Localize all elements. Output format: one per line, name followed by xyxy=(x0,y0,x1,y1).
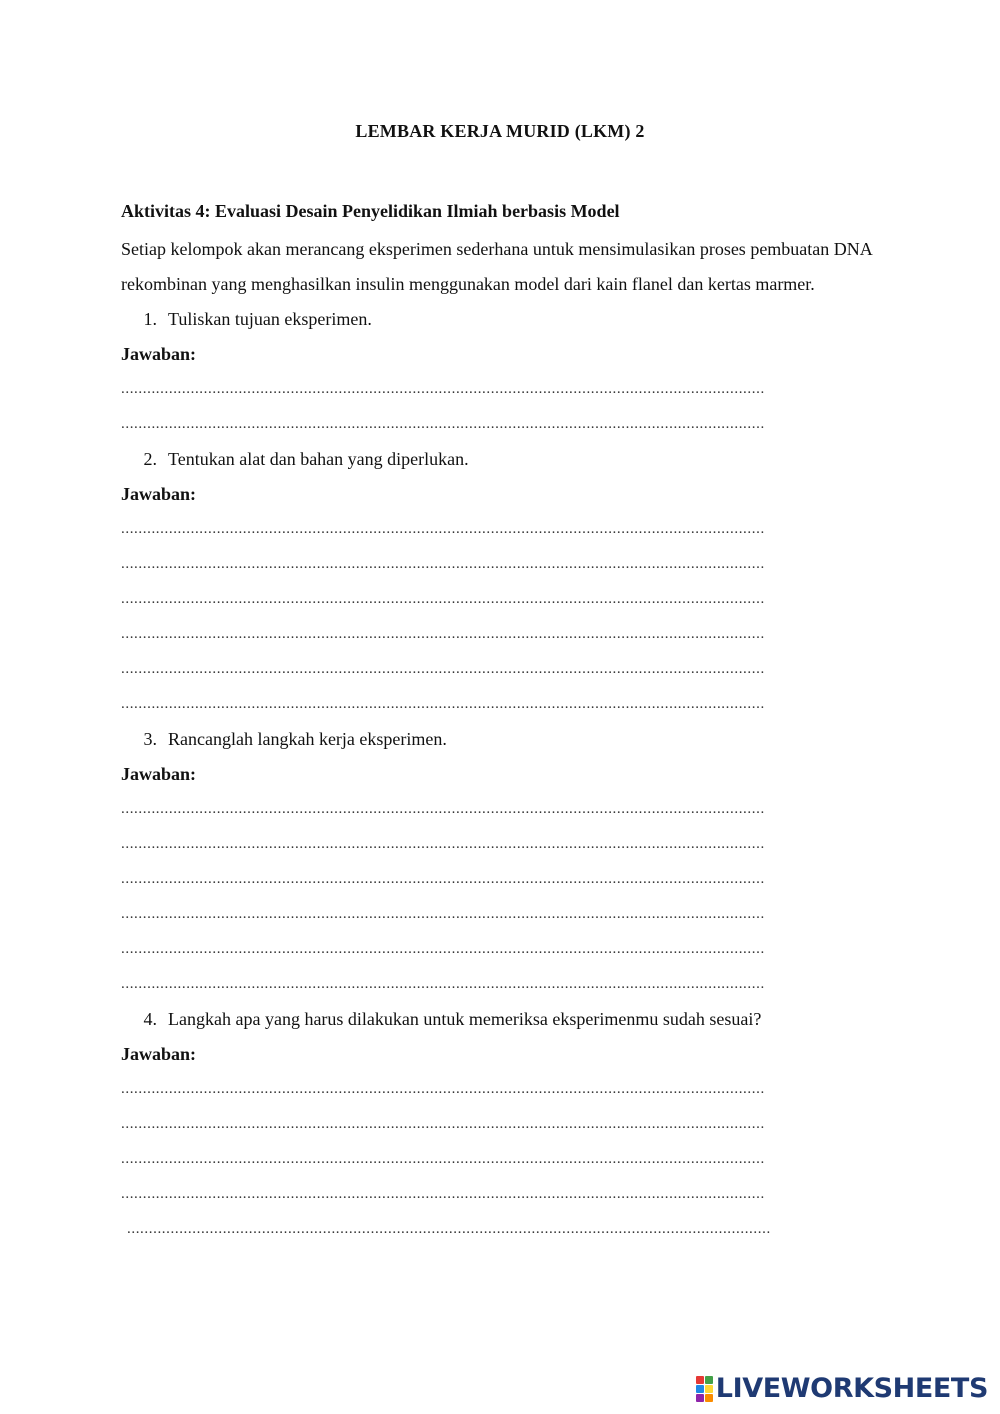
answer-line[interactable]: .................................................................................................................................................... xyxy=(121,626,765,642)
question-number: 4. xyxy=(143,1009,157,1029)
answer-line[interactable]: .................................................................................................................................................... xyxy=(121,661,765,677)
answer-line[interactable]: .................................................................................................................................................... xyxy=(121,941,765,957)
answer-label: Jawaban: xyxy=(121,484,197,504)
answer-label: Jawaban: xyxy=(121,1044,197,1064)
answer-line[interactable]: .................................................................................................................................................... xyxy=(121,1081,765,1097)
answer-label: Jawaban: xyxy=(121,344,197,364)
answer-line[interactable]: .................................................................................................................................................... xyxy=(121,416,765,432)
answer-line[interactable]: .................................................................................................................................................... xyxy=(121,1116,765,1132)
answer-line[interactable]: .................................................................................................................................................... xyxy=(121,696,765,712)
answer-line[interactable]: .................................................................................................................................................... xyxy=(121,591,765,607)
question-text: Rancanglah langkah kerja eksperimen. xyxy=(168,729,447,749)
question-text: Tentukan alat dan bahan yang diperlukan. xyxy=(168,449,469,469)
question-3 xyxy=(121,722,879,757)
logo-blocks-icon xyxy=(696,1376,713,1402)
question-number: 1. xyxy=(143,309,157,329)
question-number: 2. xyxy=(143,449,157,469)
question-1 xyxy=(121,302,879,337)
question-text: Langkah apa yang harus dilakukan untuk memeriksa eksperimenmu sudah sesuai? xyxy=(168,1009,762,1029)
answer-line[interactable]: .................................................................................................................................................... xyxy=(121,871,765,887)
answer-line[interactable]: .................................................................................................................................................... xyxy=(127,1221,771,1237)
answer-line[interactable]: .................................................................................................................................................... xyxy=(121,521,765,537)
worksheet-content xyxy=(121,197,879,1247)
answer-line[interactable]: .................................................................................................................................................... xyxy=(121,976,765,992)
question-text: Tuliskan tujuan eksperimen. xyxy=(168,309,372,329)
answer-line[interactable]: .................................................................................................................................................... xyxy=(121,556,765,572)
answer-label: Jawaban: xyxy=(121,764,197,784)
question-number: 3. xyxy=(143,729,157,749)
answer-line[interactable]: .................................................................................................................................................... xyxy=(121,836,765,852)
question-4 xyxy=(121,1002,879,1037)
activity-heading: Aktivitas 4: Evaluasi Desain Penyelidikan Ilmiah berbasis Model xyxy=(121,201,620,221)
activity-intro: Setiap kelompok akan merancang eksperimen sederhana untuk mensimulasikan proses pembuatan DNA rekombinan yang menghasilkan insulin menggunakan model dari kain flanel dan kertas marmer. xyxy=(121,239,872,294)
answer-line[interactable]: .................................................................................................................................................... xyxy=(121,906,765,922)
answer-line[interactable]: .................................................................................................................................................... xyxy=(121,1151,765,1167)
page-title: LEMBAR KERJA MURID (LKM) 2 xyxy=(355,121,645,141)
answer-line[interactable]: .................................................................................................................................................... xyxy=(121,1186,765,1202)
question-2 xyxy=(121,442,879,477)
logo-text: LIVEWORKSHEETS xyxy=(715,1373,988,1404)
liveworksheets-logo xyxy=(696,1373,988,1404)
answer-line[interactable]: .................................................................................................................................................... xyxy=(121,381,765,397)
answer-line[interactable]: .................................................................................................................................................... xyxy=(121,801,765,817)
